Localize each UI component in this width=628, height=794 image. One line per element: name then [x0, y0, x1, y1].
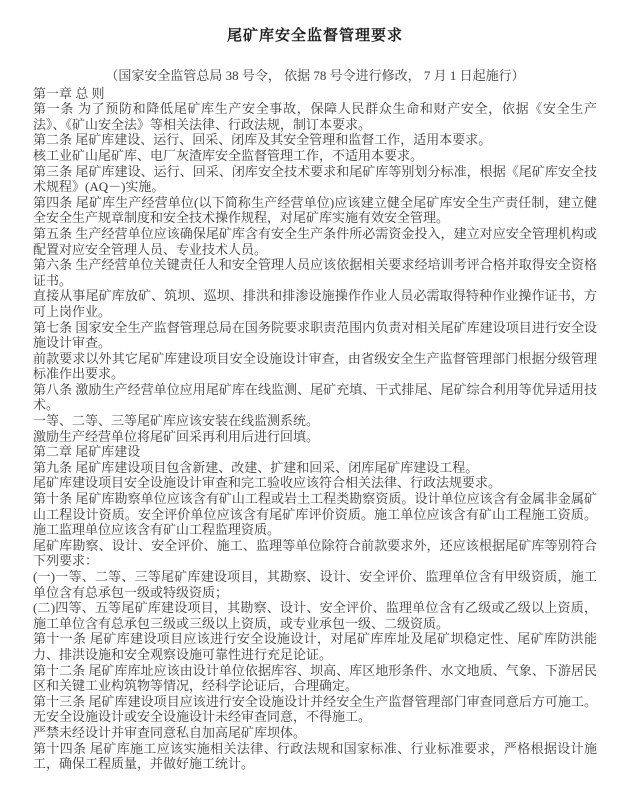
- paragraph: 第十条 尾矿库勘察单位应该含有矿山工程或岩土工程类勘察资质。设计单位应该含有金属非金属矿山工程设计资质。安全评价单位应该含有尾矿库评价资质。施工单位应该含有矿山工程施工资质。施工监理单位应该含有矿山工程监理资质。: [33, 491, 597, 538]
- document-subtitle: （国家安全监管总局 38 号令， 依据 78 号令进行修改， 7 月 1 日起施行）: [105, 68, 525, 83]
- paragraph: 第十一条 尾矿库建设项目应该进行安全设施设计，对尾矿库库址及尾矿坝稳定性、尾矿库防洪能力、排洪设施和安全观察设施可靠性进行充足论证。: [33, 631, 597, 662]
- paragraph: 第八条 激励生产经营单位应用尾矿库在线监测、尾矿充填、干式排尾、尾矿综合利用等优异适用技术。: [33, 381, 597, 413]
- paragraph: 尾矿库勘察、设计、安全评价、施工、监理等单位除符合前款要求外，还应该根据尾矿库等别符合下列要求：: [33, 537, 597, 569]
- paragraph: 尾矿库建设项目安全设施设计审查和完工验收应该符合相关法律、行政法规要求。: [33, 475, 502, 491]
- paragraph: 激励生产经营单位将尾矿回采再利用后进行回填。: [33, 428, 320, 444]
- paragraph: 第九条 尾矿库建设项目包含新建、改建、扩建和回采、闭库尾矿库建设工程。: [33, 459, 479, 475]
- paragraph: 第四条 尾矿库生产经营单位(以下简称生产经营单位)应该建立健全尾矿库安全生产责任制，建立健全安全生产规章制度和安全技术操作规程，对尾矿库实施有效安全管理。: [33, 194, 597, 226]
- paragraph: 第五条 生产经营单位应该确保尾矿库含有安全生产条件所必需资金投入，建立对应安全管理机构或配置对应安全管理人员、专业技术人员。: [33, 225, 597, 257]
- chapter-heading: 第二章 尾矿库建设: [33, 444, 141, 460]
- paragraph: 第七条 国家安全生产监督管理总局在国务院要求职责范围内负责对相关尾矿库建设项目进行安全设施设计审查。: [33, 319, 597, 351]
- paragraph: (二)四等、五等尾矿库建设项目，其勘察、设计、安全评价、监理单位含有乙级或乙级以上资质，施工单位含有总承包三级或三级以上资质，或专业承包一级、二级资质。: [33, 600, 597, 631]
- paragraph: 第十二条 尾矿库库址应该由设计单位依据库容、坝高、库区地形条件、水文地质、气象、下游居民区和关键工业构筑物等情况，经科学论证后，合理确定。: [33, 662, 597, 694]
- paragraph: 一等、二等、三等尾矿库应该安装在线监测系统。: [33, 413, 320, 429]
- paragraph: (一)一等、二等、三等尾矿库建设项目，其勘察、设计、安全评价、监理单位含有甲级资质，施工单位含有总承包一级或特级资质；: [33, 569, 597, 600]
- paragraph: 直接从事尾矿库放矿、筑坝、巡坝、排洪和排渗设施操作作业人员必需取得特种作业操作证书，方可上岗作业。: [33, 288, 597, 319]
- document-body: [33, 86, 597, 772]
- document-title: 尾矿库安全监督管理要求: [226, 28, 403, 44]
- chapter-heading: 第一章 总 则: [33, 85, 105, 101]
- paragraph: 严禁未经设计并审查同意私自加高尾矿库坝体。: [33, 724, 307, 740]
- paragraph: 第十三条 尾矿库建设项目应该进行安全设施设计并经安全生产监督管理部门审查同意后方可施工。无安全设施设计或安全设施设计未经审查同意，不得施工。: [33, 693, 597, 725]
- paragraph: 第二条 尾矿库建设、运行、回采、闭库及其安全管理和监督工作，适用本要求。: [33, 132, 492, 148]
- paragraph: 第三条 尾矿库建设、运行、回采、闭库安全技术要求和尾矿库等别划分标准，根据《尾矿库安全技术规程》(AQ－)实施。: [33, 163, 597, 195]
- paragraph: 第一条 为了预防和降低尾矿库生产安全事故，保障人民群众生命和财产安全，依据《安全生产法》、《矿山安全法》等相关法律、行政法规，制订本要求。: [33, 101, 597, 132]
- paragraph: 第六条 生产经营单位关键责任人和安全管理人员应该依据相关要求经培训考评合格并取得安全资格证书。: [33, 257, 597, 288]
- paragraph: 第十四条 尾矿库施工应该实施相关法律、行政法规和国家标准、行业标准要求，严格根据设计施工，确保工程质量，并做好施工统计。: [33, 740, 597, 772]
- paragraph: 前款要求以外其它尾矿库建设项目安全设施设计审查，由省级安全生产监督管理部门根据分级管理标准作出要求。: [33, 350, 597, 382]
- paragraph: 核工业矿山尾矿库、电厂灰渣库安全监督管理工作，不适用本要求。: [33, 147, 424, 163]
